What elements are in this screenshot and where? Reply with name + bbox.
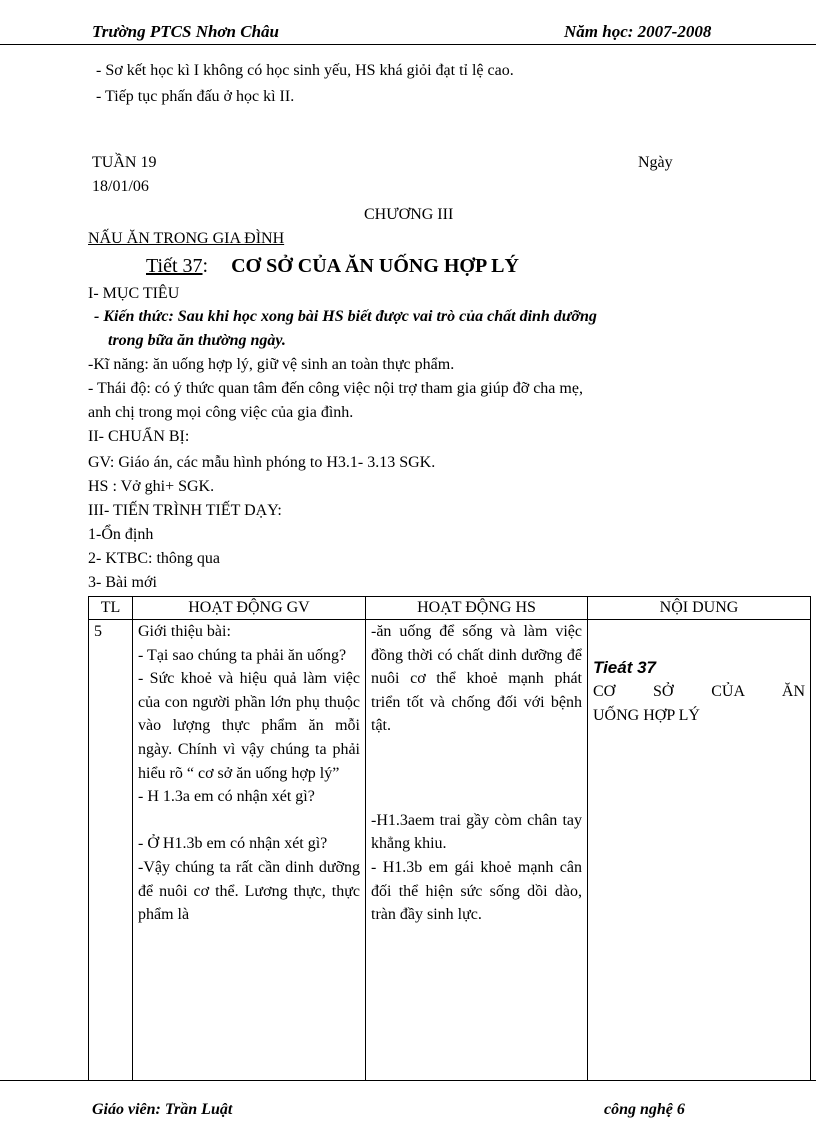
prep-heading: II- CHUẨN BỊ: (88, 428, 190, 445)
header-hs: HOẠT ĐỘNG HS (366, 597, 588, 620)
footer-subject: công nghệ 6 (604, 1101, 685, 1118)
objective-attitude-1: - Thái độ: có ý thức quan tâm đến công việc nội trợ tham gia giúp đỡ cha mẹ, (88, 380, 583, 397)
lesson-number: Tiết 37 (146, 255, 203, 277)
process-heading: III- TIẾN TRÌNH TIẾT DẠY: (88, 502, 282, 519)
week-label: TUẦN 19 (92, 154, 157, 171)
process-step-3: 3- Bài mới (88, 574, 157, 591)
lesson-name: CƠ SỞ CỦA ĂN UỐNG HỢP LÝ (231, 255, 519, 277)
nd-title-line-1: CƠ SỞ CỦA ĂN (593, 683, 805, 700)
week-date: 18/01/06 (92, 178, 149, 195)
hs-answer-1: -ăn uống để sống và làm việc đồng thời có chất dinh dưỡng để nuôi cơ thể khoẻ mạnh phát triển tốt và chống đối với bệnh tật. (371, 623, 582, 735)
cell-tl: 5 (89, 620, 133, 1081)
header-nd: NỘI DUNG (588, 597, 811, 620)
header-tl: TL (89, 597, 133, 620)
chapter-title: CHƯƠNG III (364, 206, 454, 223)
objective-attitude-2: anh chị trong mọi công việc của gia đình. (88, 404, 354, 421)
intro-line-1: - Sơ kết học kì I không có học sinh yếu, HS khá giỏi đạt tỉ lệ cao. (96, 62, 514, 79)
objective-skill: -Kĩ năng: ăn uống hợp lý, giữ vệ sinh an toàn thực phẩm. (88, 356, 455, 373)
header-school: Trường PTCS Nhơn Châu (92, 22, 279, 41)
process-step-2: 2- KTBC: thông qua (88, 550, 220, 567)
gv-intro: Giới thiệu bài: (138, 623, 231, 640)
intro-line-2: - Tiếp tục phấn đấu ở học kì II. (96, 88, 295, 105)
hs-answer-2: -H1.3aem trai gầy còm chân tay khẳng khiu. (371, 811, 582, 853)
gv-question-1: - Tại sao chúng ta phải ăn uống? (138, 646, 347, 664)
gv-explanation: - Sức khoẻ và hiệu quả làm việc của con người phần lớn phụ thuộc vào lượng thực phẩm ăn mỗi ngày. Chính vì vậy chúng ta phải hiểu rõ “ cơ sở ăn uống hợp lý” (138, 670, 360, 782)
nd-lesson-number: Tieát 37 (593, 658, 657, 677)
lesson-title (146, 253, 519, 279)
hs-spacer-1 (371, 738, 582, 762)
gv-question-2: - H 1.3a em có nhận xét gì? (138, 788, 315, 806)
footer-rule (0, 1080, 816, 1081)
objectives-heading: I- MỤC TIÊU (88, 285, 180, 302)
gv-spacer (138, 809, 360, 833)
nd-title-line-2: UỐNG HỢP LÝ (593, 707, 700, 724)
table-row (89, 620, 811, 1081)
prep-gv: GV: Giáo án, các mẫu hình phóng to H3.1- 3.13 SGK. (88, 454, 436, 471)
cell-nd (588, 620, 811, 1081)
process-step-1: 1-Ổn định (88, 526, 154, 543)
table-header-row (89, 597, 811, 620)
header-year: Năm học: 2007-2008 (564, 22, 712, 41)
objective-knowledge-2: trong bữa ăn thường ngày. (108, 332, 286, 349)
date-label: Ngày (638, 154, 673, 171)
section-title: NẤU ĂN TRONG GIA ĐÌNH (88, 230, 285, 247)
lesson-colon: : (202, 255, 209, 277)
hs-answer-3: - H1.3b em gái khoẻ mạnh cân đối thể hiện sức sống dồi dào, tràn đầy sinh lực. (371, 858, 582, 924)
cell-hs (366, 620, 588, 1081)
footer-teacher: Giáo viên: Trần Luật (92, 1101, 233, 1118)
cell-gv (133, 620, 366, 1081)
objective-knowledge-1: - Kiến thức: Sau khi học xong bài HS biết được vai trò của chất dinh dưỡng (94, 308, 597, 325)
hs-spacer-2 (371, 762, 582, 786)
header-rule (0, 44, 816, 45)
gv-question-3: - Ở H1.3b em có nhận xét gì? (138, 835, 328, 853)
prep-hs: HS : Vở ghi+ SGK. (88, 478, 215, 495)
gv-conclusion: -Vậy chúng ta rất cần dinh dưỡng để nuôi cơ thể. Lương thực, thực phẩm là (138, 858, 360, 924)
header-gv: HOẠT ĐỘNG GV (133, 597, 366, 620)
hs-spacer-3 (371, 785, 582, 809)
lesson-table (88, 596, 811, 1081)
